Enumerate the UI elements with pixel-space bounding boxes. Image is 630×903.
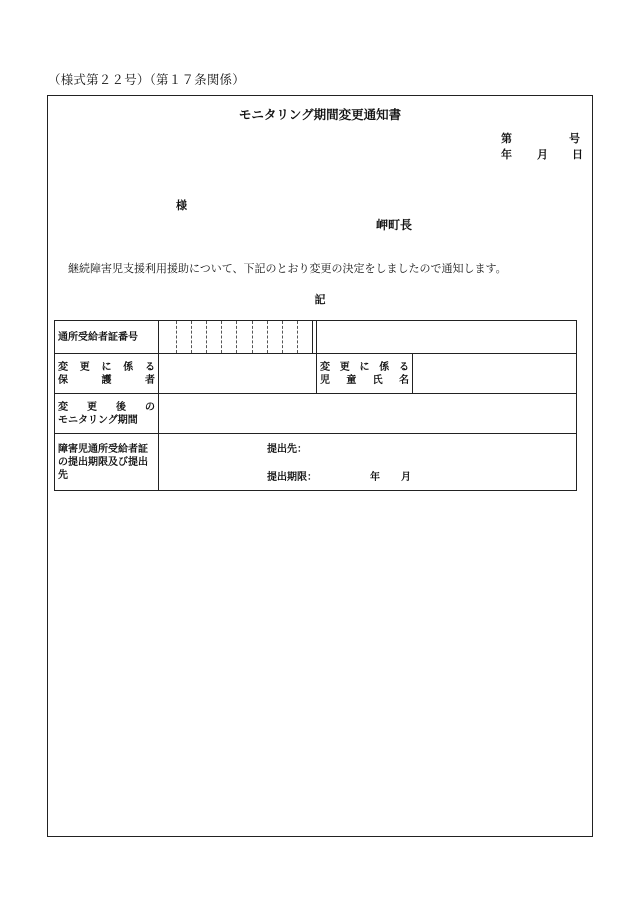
date-day: 日 [572,148,583,161]
child-value[interactable] [413,354,577,394]
new-period-label-line2: モニタリング期間 [58,414,138,426]
guardian-label [55,354,159,394]
cert-number-digits[interactable] [159,321,317,354]
new-period-label-line1: 変 更 後 の [58,401,155,413]
notice-body: 継続障害児支援利用援助について、下記のとおり変更の決定をしましたので通知します。 [68,262,507,275]
addressee-suffix: 様 [176,199,187,212]
submission-label-line2: の提出期限及び提出 [58,456,148,468]
cert-number-row [55,321,577,354]
info-table [54,320,577,491]
child-label-line1: 変 更 に 係 る [320,361,409,373]
digit-cell[interactable] [236,321,251,353]
digit-cell[interactable] [221,321,236,353]
document-title: モニタリング期間変更通知書 [238,107,402,122]
submission-label [55,434,159,491]
new-period-value[interactable] [159,394,577,434]
cert-number-label: 通所受給者証番号 [55,321,159,354]
number-prefix: 第 [501,132,512,145]
new-period-label [55,394,159,434]
digit-cell[interactable] [191,321,206,353]
form-reference: （様式第２２号）（第１７条関係） [48,72,245,87]
guardian-row [55,354,577,394]
digit-cell[interactable] [206,321,221,353]
deadline-label: 提出期限： [267,472,317,483]
digit-cell[interactable] [252,321,267,353]
child-label [317,354,413,394]
new-period-row [55,394,577,434]
digit-cell[interactable] [297,321,313,353]
guardian-label-line2: 保 護 者 [58,374,155,386]
issuer-name: 岬町長 [376,218,413,232]
guardian-label-line1: 変 更 に 係 る [58,361,155,373]
cert-number-blank [317,321,577,354]
guardian-value[interactable] [159,354,317,394]
submission-label-line3: 先 [58,469,68,481]
digit-cell[interactable] [267,321,282,353]
submission-label-line1: 障害児通所受給者証 [58,443,148,455]
digit-cell[interactable] [176,321,191,353]
child-label-line2: 児 童 氏 名 [320,374,409,386]
digit-cell[interactable] [282,321,297,353]
number-suffix: 号 [569,132,580,145]
deadline-year: 年 [370,472,380,483]
date-year: 年 [501,148,512,161]
deadline-month: 月 [401,472,411,483]
ki-heading: 記 [314,293,326,306]
notice-frame [47,95,593,837]
date-month: 月 [537,148,548,161]
submission-value[interactable] [159,434,577,491]
submit-to-label: 提出先： [267,444,307,455]
digit-cell[interactable] [162,321,176,353]
submission-row [55,434,577,491]
